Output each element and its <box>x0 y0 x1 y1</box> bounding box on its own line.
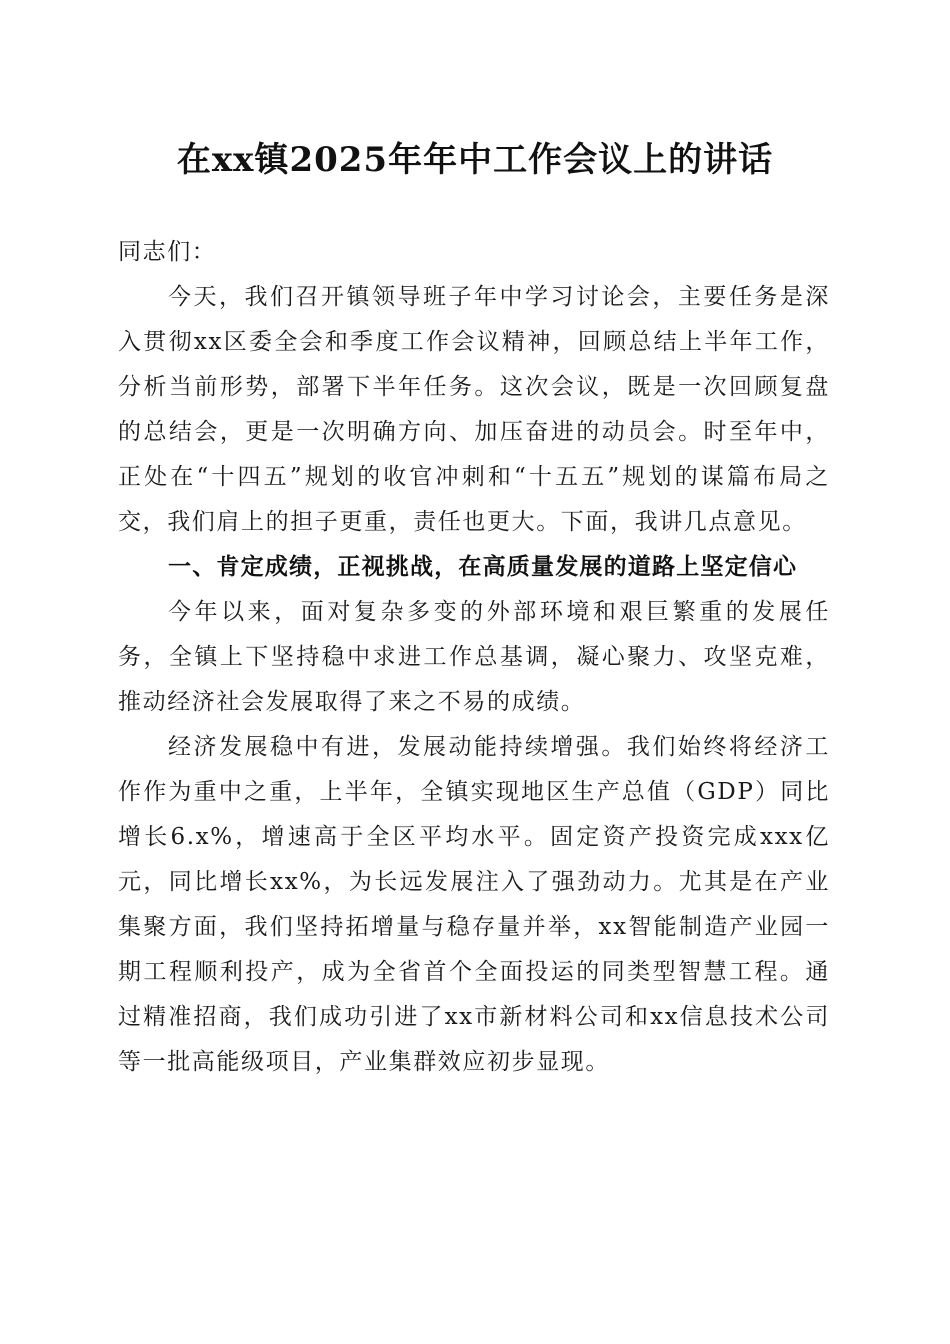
section-heading-1: 一、肯定成绩，正视挑战，在高质量发展的道路上坚定信心 <box>168 554 798 580</box>
document-body <box>118 230 830 1085</box>
document-title: 在xx镇2025年年中工作会议上的讲话 <box>176 140 774 180</box>
paragraph-economy: 经济发展稳中有进，发展动能持续增强。我们始终将经济工作作为重中之重，上半年，全镇实现地区生产总值（GDP）同比增长6.x%，增速高于全区平均水平。固定资产投资完成xxx亿元，同比增长xx%，为长远发展注入了强劲动力。尤其是在产业集聚方面，我们坚持拓增量与稳存量并举，xx智能制造产业园一期工程顺利投产，成为全省首个全面投运的同类型智慧工程。通过精准招商，我们成功引进了xx市新材料公司和xx信息技术公司等一批高能级项目，产业集群效应初步显现。 <box>118 734 830 1075</box>
salutation: 同志们： <box>118 239 217 265</box>
paragraph-intro: 今天，我们召开镇领导班子年中学习讨论会，主要任务是深入贯彻xx区委全会和季度工作会议精神，回顾总结上半年工作，分析当前形势，部署下半年任务。这次会议，既是一次回顾复盘的总结会，更是一次明确方向、加压奋进的动员会。时至年中，正处在“十四五”规划的收官冲刺和“十五五”规划的谋篇布局之交，我们肩上的担子更重，责任也更大。下面，我讲几点意见。 <box>118 284 830 535</box>
paragraph-achievements: 今年以来，面对复杂多变的外部环境和艰巨繁重的发展任务，全镇上下坚持稳中求进工作总基调，凝心聚力、攻坚克难，推动经济社会发展取得了来之不易的成绩。 <box>118 599 830 715</box>
